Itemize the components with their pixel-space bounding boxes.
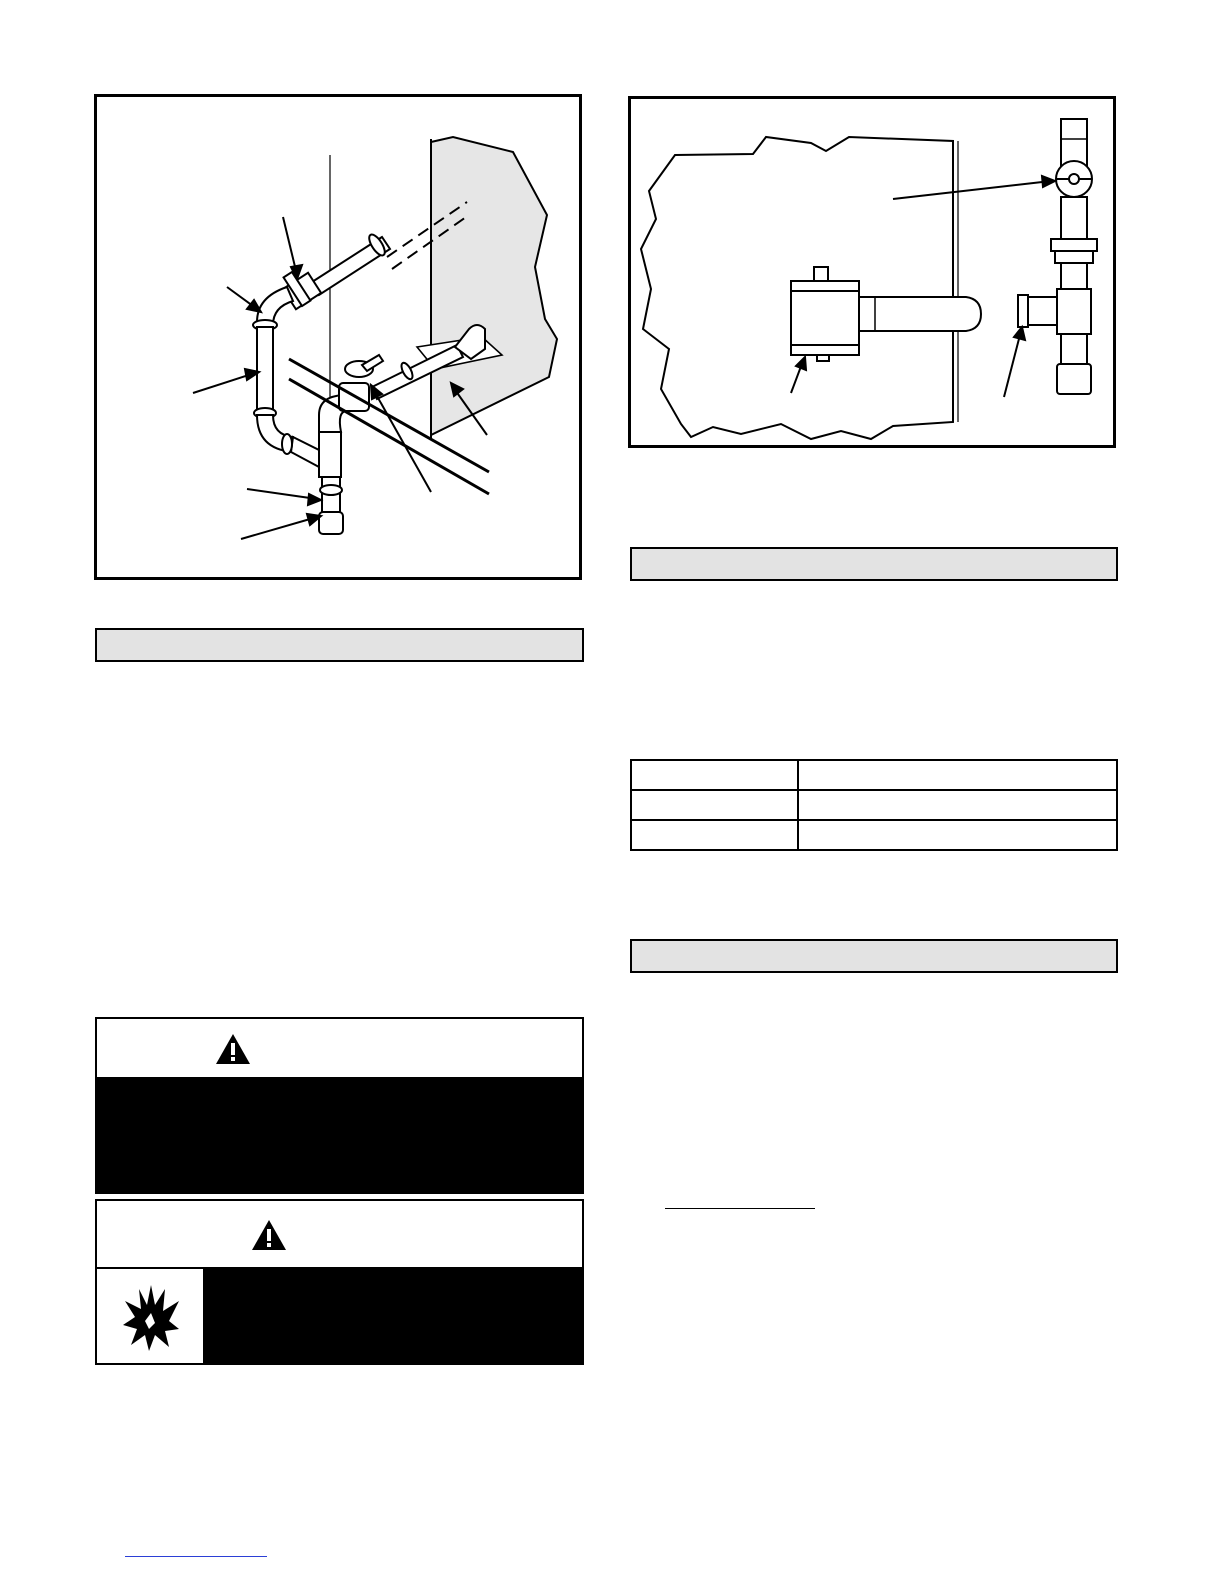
table-cell [631,760,798,790]
warning-box-2 [95,1199,584,1365]
table-cell [798,820,1117,850]
section-header-bar-right-1 [630,547,1118,581]
table-cell [798,760,1117,790]
underline-rule [665,1208,815,1209]
warning-header [97,1201,582,1267]
table-cell [631,820,798,850]
table-cell [798,790,1117,820]
warning-body [205,1267,582,1363]
warning-body [97,1077,582,1192]
warning-box-1 [95,1017,584,1194]
warning-header [97,1019,582,1077]
warning-triangle-icon [215,1033,251,1065]
table-cell [631,790,798,820]
figure-gas-valve [628,96,1116,448]
gas-pipe-assembly-illustration [97,97,579,577]
gas-valve-icon [631,99,1113,445]
warning-triangle-icon [251,1219,287,1251]
figure-gas-piping [94,94,582,580]
explosion-icon [121,1283,181,1353]
section-header-bar-left [95,628,584,662]
table-row [631,760,1117,790]
hyperlink-underline[interactable] [125,1556,267,1557]
warning-pictogram [97,1267,205,1363]
table-row [631,820,1117,850]
spec-table [630,759,1118,849]
table-row [631,790,1117,820]
section-header-bar-right-2 [630,939,1118,973]
